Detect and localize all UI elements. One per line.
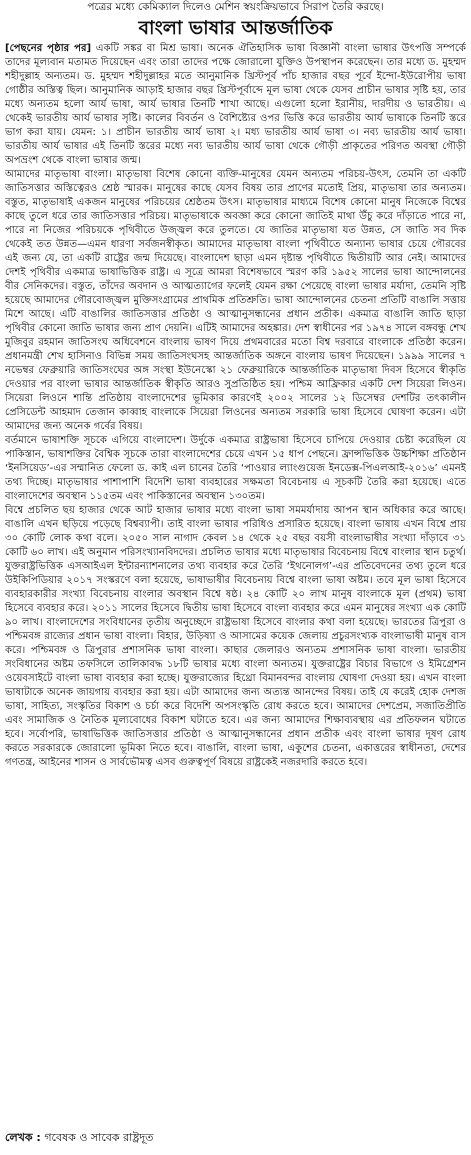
byline-label: লেখক : [5, 1131, 41, 1144]
article-paragraph: বিশ্বে প্রচলিত ছয় হাজার থেকে আট হাজার ভাষার মধ্যে বাংলা ভাষা সমমর্যাদায় আপন স্থান অধিকার করে আছে। বাঙালি এখন ছড়িয়ে পড়েছে বিশ্বব্যাপী। তাই বাংলা ভাষার পরিধিও প্রসারিত হয়েছে। বাংলা ভাষায় এখন বিশ্বে প্রায় ৩০ কোটি লোক কথা বলে। ২০৫০ সাল নাগাদ কেবল ১৪ থেকে ২৫ বছর বয়সী বাংলাভাষীর সংখ্যা দাঁড়াবে ৩১ কোটি ৬০ লাখ। এই অনুমান পরিসংখ্যানবিদদের। প্রচলিত ভাষার মধ্যে মাতৃভাষার বিবেচনায় বিশ্বে বাংলার স্থান চতুর্থ। যুক্তরাষ্ট্রভিত্তিক এসআইএল ইন্টারন্যাশনালের তথ্য ব্যবহার করে তৈরি ‘ইথনোলগ’-এর প্রতিবেদনের তথ্য তুলে ধরে উইকিপিডিয়ার ২০১৭ সংস্করণে বলা হয়েছে, ভাষাভাষীর বিবেচনায় বিশ্বে বাংলা ভাষা অষ্টম। তবে মূল ভাষা হিসেবে ব্যবহারকারীর সংখ্যা বিবেচনায় বাংলার অবস্থান বিশ্বে ষষ্ঠ। ২৪ কোটি ২০ লাখ মানুষ বাংলাকে মূল (প্রথম) ভাষা হিসেবে ব্যবহার করে। ২০১১ সালের হিসেবে দ্বিতীয় ভাষা হিসেবে বাংলা ব্যবহার করে এমন মানুষের সংখ্যা এক কোটি ৯০ লাখ। বাংলাদেশের সংবিধানের তৃতীয় অনুচ্ছেদে রাষ্ট্রভাষা হিসেবে বাংলার কথা বলা হয়েছে। ভারতের ত্রিপুরা ও পশ্চিমবঙ্গ রাজ্যের প্রধান ভাষা বাংলা। বিহার, উড়িষ্যা ও আসামের কয়েক জেলায় প্রচুরসংখ্যক বাংলাভাষী মানুষ বাস করে। পশ্চিমবঙ্গ ও ত্রিপুরার প্রশাসনিক ভাষা বাংলা। কাছার জেলারও অন্যতম প্রশাসনিক ভাষা বাংলা। ভারতীয় সংবিধানের অষ্টম তফসিলে তালিকাবদ্ধ ১৮টি ভাষার মধ্যে বাংলা অন্যতম। যুক্তরাষ্ট্রের বিচার বিভাগে ও ইমিগ্রেশন ওয়েবসাইটে বাংলা ভাষা ব্যবহার করা হচ্ছে। যুক্তরাজ্যের হিথ্রো বিমানবন্দর বাংলায় ঘোষণা দেওয়া হয়। এখন বাংলা ভাষাটাকে অনেক জায়গায় ব্যবহার করা হয়। এটা আমাদের জন্য অত্যন্ত আনন্দের বিষয়। তাই যে করেই হোক দেশজ ভাষা, সাহিত্য, সংস্কৃতির বিকাশ ও চর্চা করে বিদেশি অপসংস্কৃতি রোধ করতে হবে। আমাদের দেশপ্রেম, সজাতিপ্রীতি এবং সামাজিক ও নৈতিক মূল্যবোধের বিকাশ ঘটাতে হবে। এর জন্য আমাদের শিক্ষাব্যবস্থায় এর প্রতিফলন ঘটাতে হবে। সর্বোপরি, ভাষাভিত্তিক জাতিসত্তার প্রতিষ্ঠা ও আত্মানুসন্ধানের প্রধান প্রতীক এবং বাংলা ভাষার দূষণ রোধ করতে সরকারকে জোরালো ভূমিকা নিতে হবে। বাঙালি, বাংলা ভাষা, একুশের চেতনা, একাত্তরের স্বাধীনতা, দেশের গণতন্ত্র, আইনের শাসন ও সার্বভৌমত্ব এসব গুরুত্বপূর্ণ বিষয়ে রাষ্ট্রকেই নজরদারি করতে হবে। [5, 505, 466, 768]
byline-text: গবেষক ও সাবেক রাষ্ট্রদূত [44, 1131, 154, 1144]
author-byline [5, 1129, 466, 1147]
continued-from-tag: [পেছনের পৃষ্ঠার পর] [5, 43, 92, 54]
article-paragraph: আমাদের মাতৃভাষা বাংলা। মাতৃভাষা বিশেষ কোনো ব্যক্তি-মানুষের যেমন অন্যতম পরিচয়-উৎস, তেমনি তা একটি জাতিসত্তার অস্তিত্বেরও শ্রেষ্ঠ স্মারক। মানুষের কাছে যেসব বিষয় তার প্রাণের মতোই প্রিয়, মাতৃভাষা তার অন্যতম। বস্তুত, মাতৃভাষাই একজন মানুষের পরিচয়ের শ্রেষ্ঠতম উৎস। মাতৃভাষার মাধ্যমে বিশেষ কোনো মানুষ নিজেকে বিশ্বের কাছে তুলে ধরে তার জাতিসত্তার পরিচয়। মাতৃভাষাকে অবজ্ঞা করে কোনো জাতিই মাথা উঁচু করে দাঁড়াতে পারে না, পারে না নিজের পরিচয়কে পৃথিবীতে উজ্জ্বল করে তুলতে। যে জাতির মাতৃভাষা যত উন্নত, সে জাতি সব দিক থেকেই তত উন্নত—এমন ধারণা সর্বজনস্বীকৃত। আমাদের মাতৃভাষা বাংলা পৃথিবীতে অন্যান্য ভাষার চেয়ে গৌরবের এই জন্য যে, তা একটি রাষ্ট্রের জন্ম দিয়েছে। বাংলাদেশ ছাড়া এমন দৃষ্টান্ত পৃথিবীতে দ্বিতীয়টি আর নেই। আমাদের দেশই পৃথিবীর একমাত্র ভাষাভিত্তিক রাষ্ট্র। এ সূত্রে আমরা বিশেষভাবে স্মরণ করি ১৯৫২ সালের ভাষা আন্দোলনের বীর সেনিকদের। বস্তুত, তাঁদের অবদান ও আত্মত্যাগের ফলেই যেমন রক্ষা পেয়েছে বাংলা ভাষার মর্যাদা, তেমনি সৃষ্টি হয়েছে আমাদের গৌরবোজ্জ্বল মুক্তিসংগ্রামের প্রাথমিক প্রতিশ্রুতি। ভাষা আন্দোলনের চেতনা প্রতিটি বাঙালি সত্তায় মিশে আছে। এটি বাঙালির জাতিসত্তার প্রতিষ্ঠা ও আত্মানুসন্ধানের প্রধান প্রতীক। একমাত্র বাঙালি জাতি ছাড়া পৃথিবীর কোনো জাতি ভাষার জন্য প্রাণ দেয়নি। এটিই আমাদের অহঙ্কার। দেশ স্বাধীনের পর ১৯৭৪ সালে বঙ্গবন্ধু শেখ মুজিবুর রহমান জাতিসংঘ অধিবেশনে বাংলায় ভাষণ দিয়ে প্রথমবারের মতো বিশ্ব দরবারে বাংলাকে প্রতিষ্ঠা করেন। প্রধানমন্ত্রী শেখ হাসিনাও বিভিন্ন সময় জাতিসংঘসহ আন্তর্জাতিক অঙ্গনে বাংলায় ভাষণ দিয়েছেন। ১৯৯৯ সালের ৭ নভেম্বর ফেব্রুয়ারি জাতিসংঘের অঙ্গ সংস্থা ইউনেস্কো ২১ ফেব্রুয়ারিকে আন্তর্জাতিক মাতৃভাষা দিবস হিসেবে স্বীকৃতি দেওয়ার পর বাংলা ভাষার আন্তর্জাতিক স্বীকৃতি আরও সুপ্রতিষ্ঠিত হয়। পশ্চিম আফ্রিকার একটি দেশ সিয়েরা লিওন। সিয়েরা লিওনে শান্তি প্রতিষ্ঠায় বাংলাদেশের ভূমিকার কারণেই ২০০২ সালের ১২ ডিসেম্বর দেশটির তৎকালীন প্রেসিডেন্ট আহমাদ তেজান কাব্বাহ বাংলাকে সিয়েরা লিওনের অন্যতম সরকারি ভাষা হিসেবে ঘোষণা করেন। এটা আমাদের জন্য অনেক গর্বের বিষয়। [5, 169, 466, 432]
article-paragraph: বর্তমানে ভাষাশক্তি সূচকে এগিয়ে বাংলাদেশ। উর্দুকে একমাত্র রাষ্ট্রভাষা হিসেবে চাপিয়ে দেওয়ার চেষ্টা করেছিল যে পাকিস্তান, ভাষাশক্তির বৈশ্বিক সূচকে তারা বাংলাদেশের চেয়ে এখন ১৫ ধাপ পেছনে। ফ্রান্সভিত্তিক উচ্চশিক্ষা প্রতিষ্ঠান ‘ইনসিয়েড’-এর সম্মানিত ফেলো ড. কাই এল চানের তৈরি ‘পাওয়ার ল্যাংগুয়েজ ইনডেক্স-পিএলআই-২০১৬’ এমনই তথ্য দিচ্ছে। মাতৃভাষার পাশাপাশি বিদেশি ভাষা ব্যবহারের সক্ষমতা বিবেচনায় এ সূচকটি তৈরি করা হয়েছে। এতে বাংলাদেশের অবস্থান ১১৫তম এবং পাকিস্তানের অবস্থান ১৩০তম। [5, 435, 466, 502]
article-body [5, 42, 466, 1128]
article-headline: বাংলা ভাষার আন্তর্জাতিক [138, 17, 333, 39]
previous-article-tail: পত্রের মধ্যে কেমিক্যাল দিলেও মেশিন স্বয়ংক্রিয়ভাবে সিরাপ তৈরি করছে। [87, 1, 384, 13]
article-paragraph [5, 42, 466, 168]
paragraph-text: একটি সঙ্কর বা মিশ্র ভাষা। অনেক ঐতিহাসিক ভাষা বিজ্ঞানী বাংলা ভাষার উৎপত্তি সম্পর্কে তাদের মূল্যবান মতামত দিয়েছেন এবং তারা তাদের পক্ষে জোরালো যুক্তিও উপস্থাপন করেছেন। তার মধ্যে ড. মুহম্মদ শহীদুল্লাহ অন্যতম। ড. মুহম্মদ শহীদুল্লাহর মতে আনুমানিক খ্রিস্টপূর্ব পাঁচ হাজার বছর পূর্বে ইন্দো-ইউরোপীয় ভাষা গোষ্ঠীর অস্তিত্ব ছিল। আনুমানিক আড়াই হাজার বছর খ্রিস্টপূর্বাব্দে মূল ভাষা থেকে যেসব প্রাচীন ভাষার সৃষ্টি হয়, তার মধ্যে অন্যতম হলো আর্য ভাষা, আর্য ভাষার তিনটি শাখা আছে। এগুলো হলো ইরানীয়, দারদীয় ও ভারতীয়। এ থেকেই ভারতীয় আর্য ভাষার সৃষ্টি। কালের বিবর্তন ও বৈশিষ্ট্যের ওপর ভিত্তি করে ভারতীয় আর্য ভাষাকে তিনটি স্তরে ভাগ করা যায়। যেমন: ১। প্রাচীন ভারতীয় আর্য ভাষা ২। মধ্য ভারতীয় আর্য ভাষা ৩। নব্য ভারতীয় আর্য ভাষা। ভারতীয় আর্য ভাষার এই তিনটি স্তরের মধ্যে নব্য ভারতীয় আর্য ভাষা থেকে গৌড়ী প্রাকৃতের পরিণত অবস্থা গৌড়ী অপভ্রংশ থেকে বাংলা ভাষার জন্ম। [5, 43, 466, 166]
